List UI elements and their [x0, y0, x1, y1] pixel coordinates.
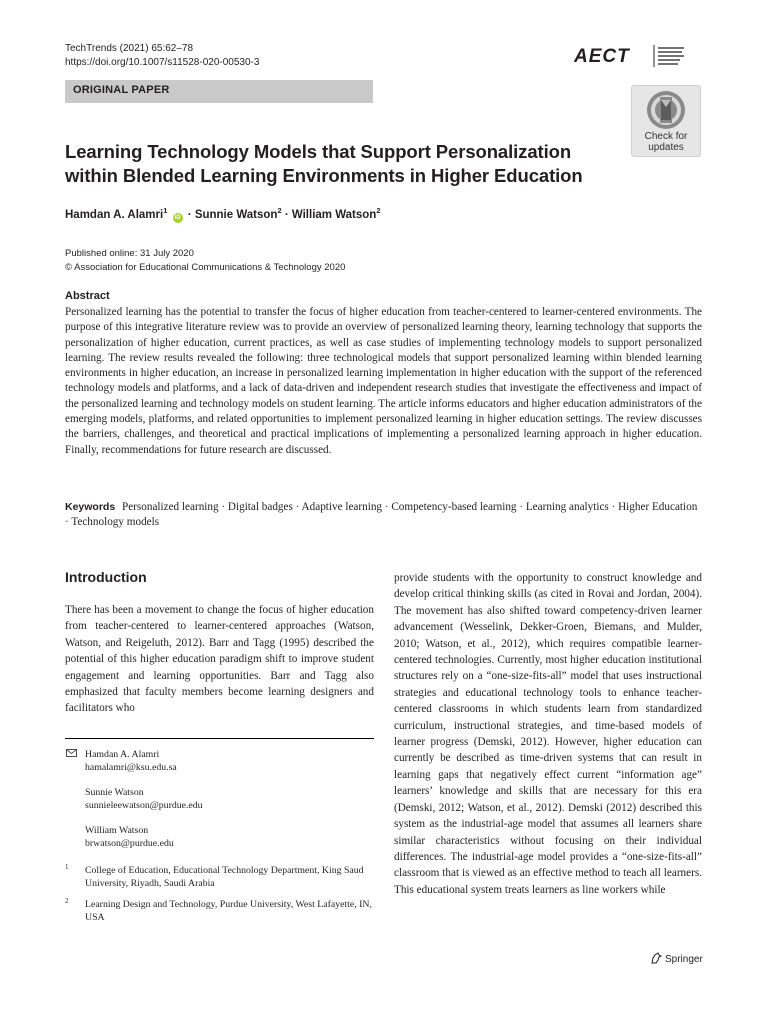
contact-name: William Watson [85, 825, 149, 836]
introduction-right-column: provide students with the opportunity to construct knowledge and develop critical thinking skills (as cited in Rovai and Jordan, 2004). The movement has also shifted toward competency-driven learner advancement (Wesselink, Dekker-Groen, Biemans, and Mulder, 2010; Watson, et al., 2012), which requires compatible learner-centered technologies. Currently, most higher education institutional structures rely on a “one-size-fits-all” model that uses instructional strategies and educational technology tools to enhance teacher-centered classrooms in which students learn from standardized curriculum, instructional strategies, and time-based models of learner progress (Demski, 2012). However, higher education can currently be described as time-driven systems that can result in learning gaps that negatively effect current “information age” learners’ knowledge and skills that are necessary for this era (Demski, 2012; Watson, et al., 2012). Demski (2012) described this system as the industrial-age model that assumes all learners share similar characteristics without focusing on their individual differences. The industrial-age model provides a “one-size-fits-all” classroom that is viewed as an effective method to teach all learners. This educational system treats learners as line workers while [394, 572, 702, 896]
publisher-name: Springer [665, 954, 703, 965]
journal-citation [65, 42, 259, 70]
author-affiliation-mark: 1 [163, 206, 168, 215]
title-line-1: Learning Technology Models that Support Personalization [65, 141, 572, 162]
paper-type-banner [65, 80, 373, 103]
springer-logo [650, 952, 703, 965]
contact-name: Hamdan A. Alamri [85, 749, 160, 760]
affiliation-text: College of Education, Educational Technology Department, King Saud University, Riyadh, Saudi Arabia [85, 865, 364, 889]
affiliation-number: 1 [65, 863, 69, 871]
orcid-icon[interactable]: iD [174, 214, 181, 221]
author-name[interactable]: Sunnie Watson [194, 208, 278, 221]
contact-entry [85, 824, 374, 850]
contact-entry [85, 748, 374, 774]
doi-link[interactable]: https://doi.org/10.1007/s11528-020-00530-3 [65, 57, 260, 68]
contact-name: Sunnie Watson [85, 787, 144, 798]
author-name[interactable]: William Watson [291, 208, 377, 221]
check-updates-label: Check for updates [644, 131, 688, 153]
author-affiliation-mark: 2 [376, 206, 381, 215]
keywords [65, 500, 702, 531]
affiliation-text: Learning Design and Technology, Purdue University, West Lafayette, IN, USA [85, 899, 372, 923]
aect-logo-text: AECT [574, 46, 630, 67]
author-list: Hamdan A. Alamri$^1$ iD · Sunnie Watson$^2$ · William Watson$^2$ [65, 206, 381, 221]
contact-email[interactable]: sunnieleewatson@purdue.edu [85, 800, 203, 811]
springer-horse-icon [650, 952, 662, 964]
aect-logo [574, 42, 689, 70]
affiliation [65, 898, 374, 924]
envelope-icon [66, 749, 77, 757]
contact-email[interactable]: brwatson@purdue.edu [85, 838, 174, 849]
introduction-heading: Introduction [65, 569, 147, 585]
copyright-line: © Association for Educational Communications & Technology 2020 [65, 262, 346, 273]
introduction-left-column: There has been a movement to change the focus of higher education from teacher-centered to learner-centered approaches (Watson, Watson, and Reigeluth, 2012). Barr and Tagg (1995) described the potential of this higher education paradigm shift to improve student engagement and learning opportunities. Barr and Tagg also emphasized that faculty members become learning designers and facilitators who [65, 604, 374, 715]
author-name[interactable]: Hamdan A. Alamri [65, 208, 164, 221]
affiliation [65, 864, 374, 890]
keywords-label: Keywords [65, 501, 116, 513]
footnote-divider [65, 738, 374, 739]
crossmark-icon [646, 90, 686, 130]
paper-type: ORIGINAL PAPER [73, 84, 170, 96]
contact-entry [85, 786, 374, 812]
author-contacts [65, 748, 374, 924]
affiliation-number: 2 [65, 897, 69, 905]
keywords-list: Personalized learning · Digital badges · Adaptive learning · Competency-based learning · Learning analytics · Higher Education · Technology models [65, 501, 698, 529]
abstract-heading: Abstract [65, 290, 110, 302]
published-date: Published online: 31 July 2020 [65, 248, 194, 259]
publication-info [65, 247, 345, 275]
contact-email[interactable]: hamalamri@ksu.edu.sa [85, 762, 177, 773]
author-affiliation-mark: 2 [277, 206, 282, 215]
check-for-updates-button[interactable] [631, 85, 701, 157]
abstract-text: Personalized learning has the potential to transfer the focus of higher education from teacher-centered to learner-centered environments. The purpose of this integrative literature review was to provide an overview of personalized learning theory, learning technology that supports the personalization of higher education, current practices, as well as case studies of implementing technology models to support personalized learning. The review results revealed the following: three technological models that support personalized learning within blended learning environments in higher education, an increase in personalized learning implementation in higher education with the support of the referenced technology models and platforms, and a lack of data-driven and independent research studies that investigate the effectiveness and impact of the personalized learning and technology models on student learning. The article informs educators and higher education administrators of the emerging models, platforms, and related opportunities to implement personalized learning in higher education settings. The review discusses the barriers, challenges, and theoretical and practical implications of implementing a personalized learning approach in higher education. Finally, recommendations for future research are discussed. [65, 306, 702, 456]
title-line-2: within Blended Learning Environments in Higher Education [65, 165, 583, 186]
journal-line: TechTrends (2021) 65:62–78 [65, 43, 194, 54]
paper-title [65, 140, 605, 188]
